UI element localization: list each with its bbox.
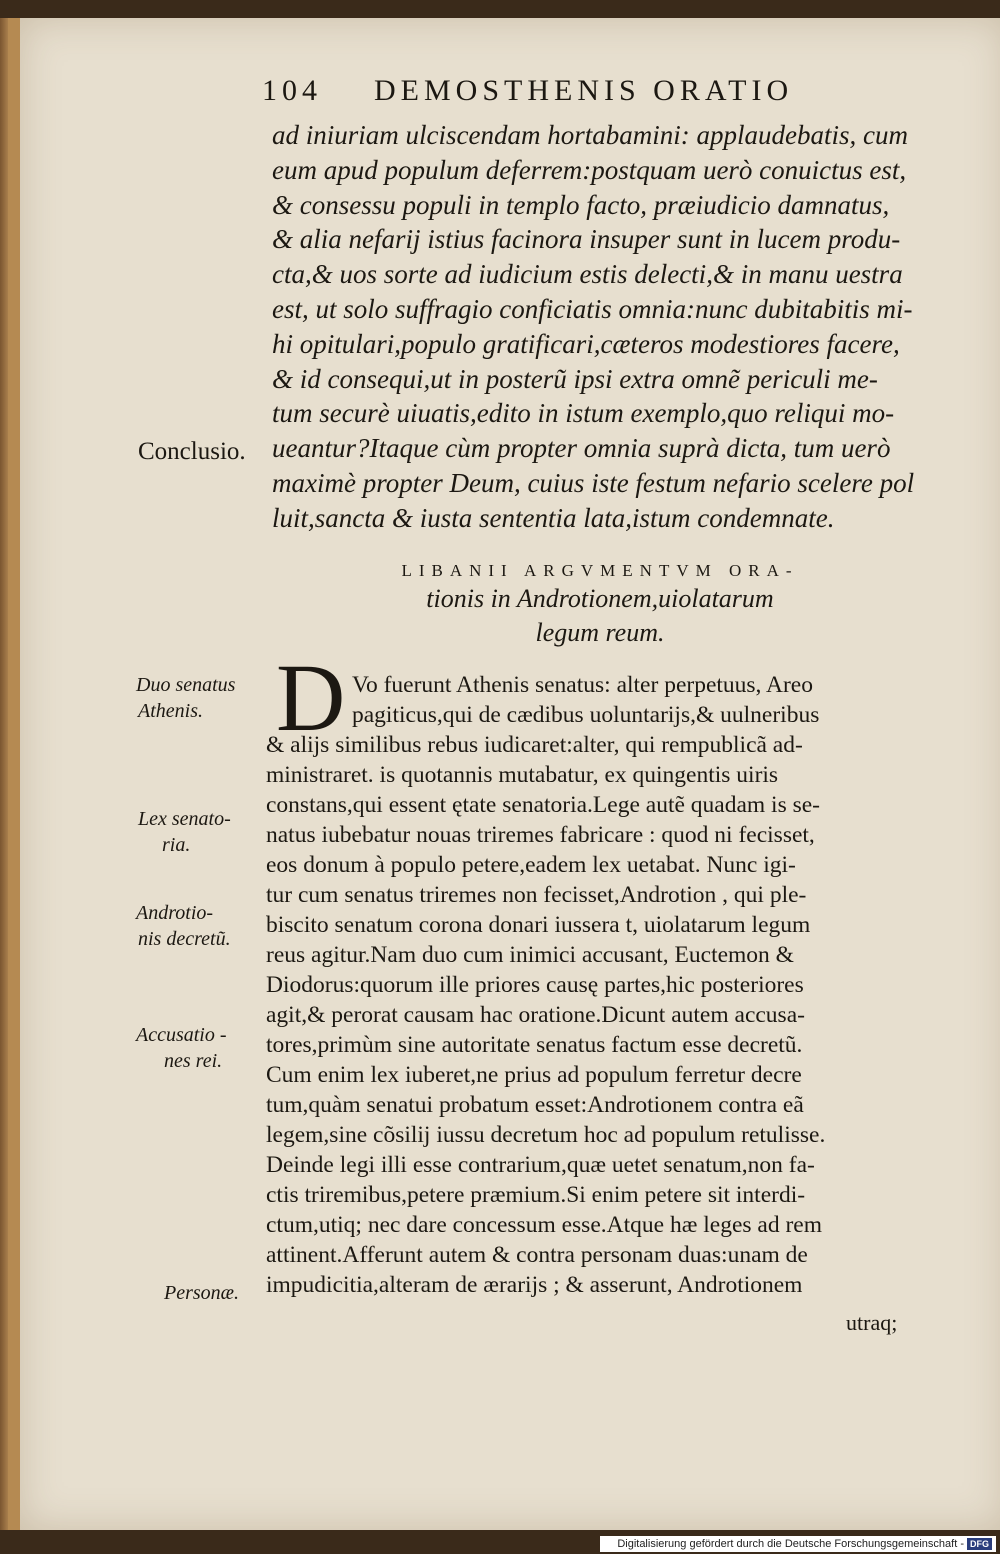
text-line: tum securè uiuatis,edito in istum exemplo,quo reliqui mo- [272,398,895,429]
footer-text: Digitalisierung gefördert durch die Deutsche Forschungsgemeinschaft - [617,1538,964,1550]
argument-heading-line1: tionis in Androtionem,uiolatarum [426,584,774,613]
text-line: Vo fuerunt Athenis senatus: alter perpetuus, Areo [352,672,813,698]
text-line: tur cum senatus triremes non fecisset,Androtion , qui ple- [266,882,807,908]
text-line: constans,qui essent ętate senatoria.Lege autẽ quadam is se- [266,792,821,818]
margin-note-line: Duo senatus [136,674,236,696]
text-line: & alijs similibus rebus iudicaret:alter, qui rempublicã ad- [266,732,803,758]
text-line: eos donum à populo petere,eadem lex uetabat. Nunc igi- [266,852,796,878]
text-line: Diodorus:quorum ille priores causę partes,hic posteriores [266,972,804,998]
text-line: legem,sine cõsilij iussu decretum hoc ad populum retulisse. [266,1122,826,1148]
text-line: hi opitulari,populo gratificari,cæteros modestiores facere, [272,328,900,359]
text-line: agit,& perorat causam hac oratione.Dicunt autem accusa- [266,1002,805,1028]
text-line: natus iubebatur nouas triremes fabricare : quod ni fecisset, [266,822,815,848]
margin-note-duo-senatus [136,672,235,724]
margin-note-lex-senatoria [138,806,231,858]
margin-note-accusationes [136,1022,227,1074]
running-title: DEMOSTHENIS ORATIO [374,74,794,107]
margin-note-personae: Personæ. [164,1282,239,1304]
margin-note-line: nes rei. [164,1050,223,1072]
margin-note-line: Accusatio - [136,1024,227,1046]
text-line: tores,primùm sine autoritate senatus factum esse decretũ. [266,1032,803,1058]
text-line: ad iniuriam ulciscendam hortabamini: applaudebatis, cum [272,120,908,150]
text-line: eum apud populum deferrem:postquam uerò conuictus est, [272,154,907,185]
margin-note-line: Athenis. [138,700,203,722]
margin-note-androtionis-decretum [136,900,231,952]
text-line: cta,& uos sorte ad iudicium estis delecti,& in manu uestra [272,259,903,290]
margin-note-conclusio: Conclusio. [138,438,246,465]
margin-note-line: nis decretũ. [138,928,231,950]
text-line: ctum,utiq; nec dare concessum esse.Atque hæ leges ad rem [266,1212,822,1238]
text-line: & consessu populi in templo facto, præiudicio damnatus, [272,189,890,220]
text-line: tum,quàm senatui probatum esset:Androtionem contra eã [266,1092,804,1118]
text-line: est, ut solo suffragio conficiatis omnia:nunc dubitabitis mi- [272,293,913,324]
oration-conclusion-text [272,118,932,536]
text-line: Deinde legi illi esse contrarium,quæ uetet senatum,non fa- [266,1152,815,1178]
running-header [262,74,872,114]
text-line: ueantur?Itaque cùm propter omnia suprà dicta, tum uerò [272,433,891,464]
text-line: & id consequi,ut in posterũ ipsi extra omnẽ periculi me- [272,363,878,394]
text-line: ctis triremibus,petere præmium.Si enim petere sit interdi- [266,1182,806,1208]
text-line: attinent.Afferunt autem & contra personam duas:unam de [266,1242,808,1268]
margin-note-line: Lex senato- [138,808,231,830]
margin-note-line: Androtio- [136,902,214,924]
text-line: reus agitur.Nam duo cum inimici accusant, Euctemon & [266,942,794,968]
text-line: ministraret. is quotannis mutabatur, ex quingentis uiris [266,762,779,788]
digitization-footer [600,1536,996,1552]
page-number: 104 [262,74,322,107]
dfg-logo: DFG [967,1538,992,1550]
argument-heading-line2: legum reum. [535,618,665,647]
text-line: Cum enim lex iuberet,ne prius ad populum ferretur decre [266,1062,802,1088]
margin-note-line: ria. [162,834,191,856]
catchword: utraq; [846,1310,898,1335]
argument-body-text [266,670,926,1300]
drop-cap-initial: D [276,644,346,751]
text-line: & alia nefarij istius facinora insuper sunt in lucem produ- [272,224,901,255]
argument-heading-caps: LIBANII ARGVMENTVM ORA- [401,561,799,580]
argument-heading [270,560,930,650]
text-line: pagiticus,qui de cædibus uoluntarijs,& uulneribus [352,702,820,728]
text-line: biscito senatum corona donari iussera t, uiolatarum legum [266,912,811,938]
text-line: maximè propter Deum, cuius iste festum nefario scelere pol [272,467,915,498]
text-line: luit,sancta & iusta sententia lata,istum condemnate. [272,502,835,533]
text-line: impudicitia,alteram de ærarijs ; & asserunt, Androtionem [266,1272,803,1298]
